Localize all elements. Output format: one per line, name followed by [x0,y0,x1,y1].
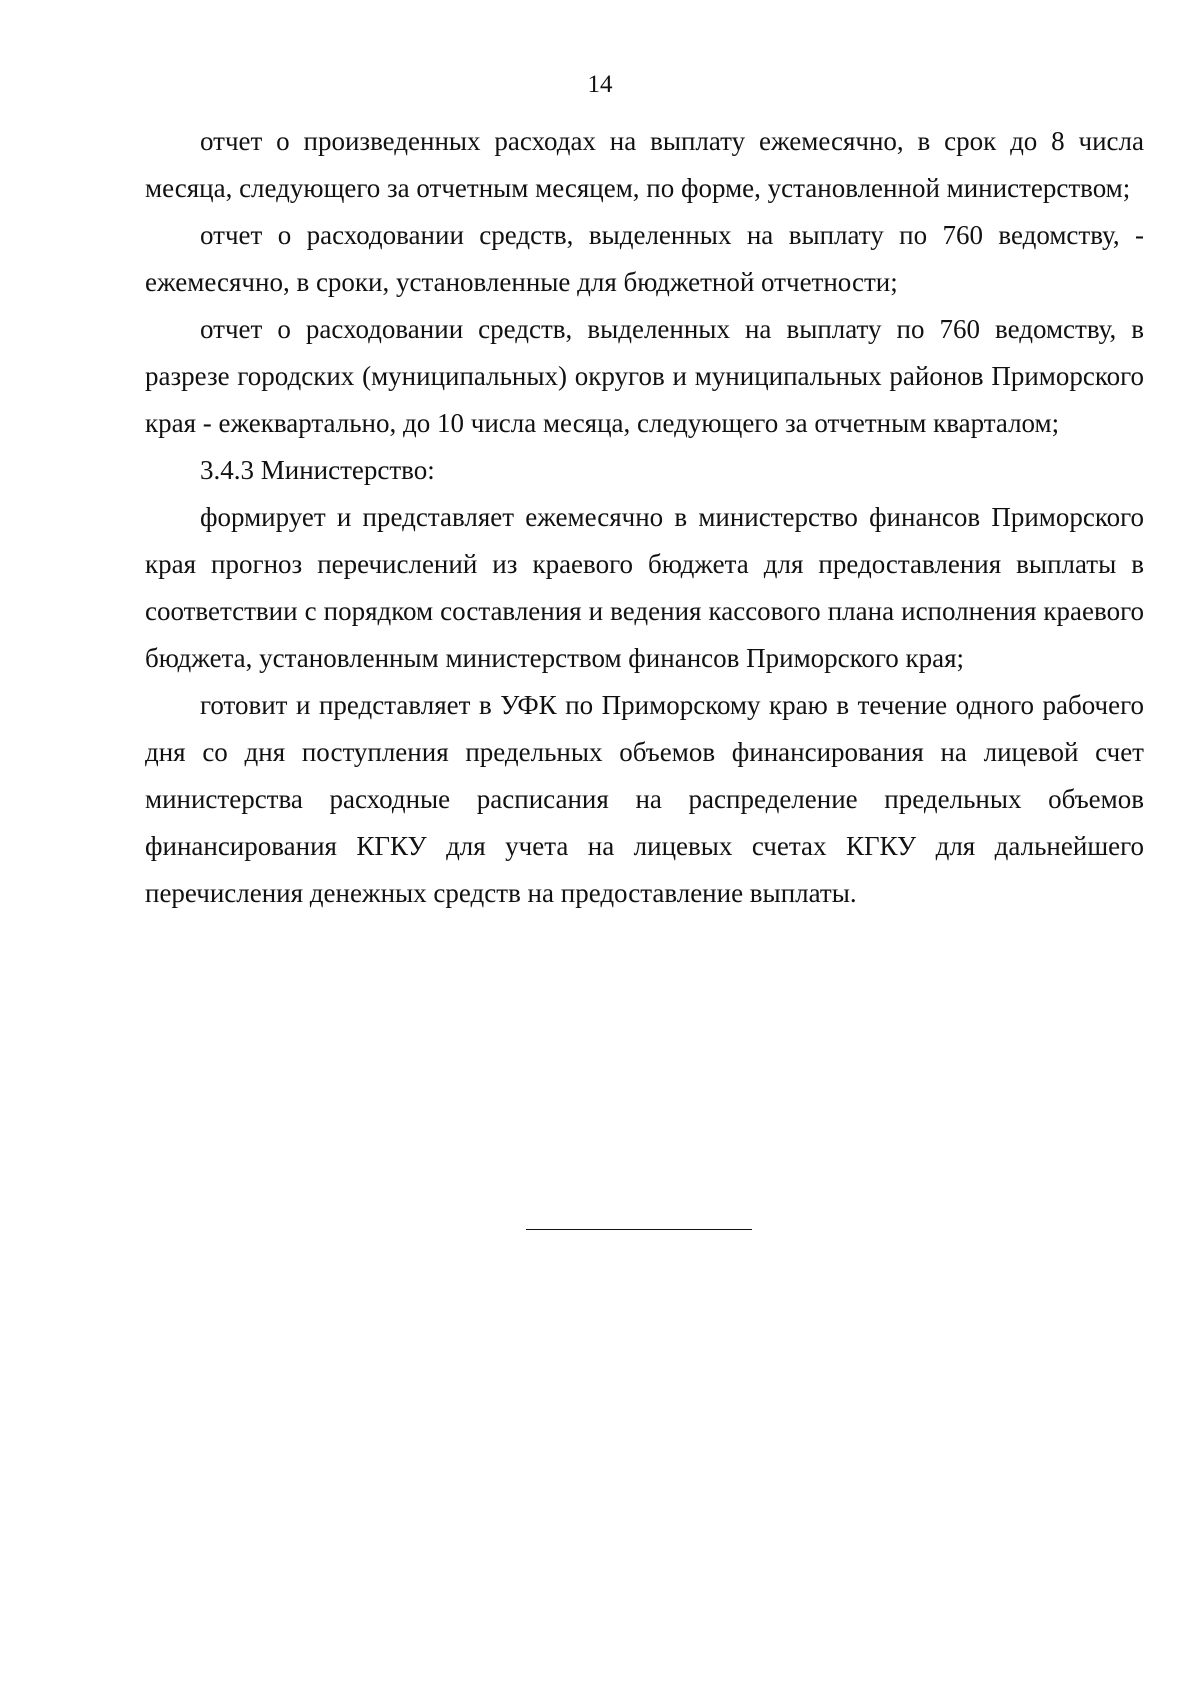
document-body [145,118,1144,917]
section-heading-3-4-3: 3.4.3 Министерство: [200,455,435,485]
end-of-document-line [526,1229,752,1230]
page-number: 14 [587,71,613,98]
paragraph-forecast: формирует и представляет ежемесячно в министерство финансов Приморского края прогноз перечислений из краевого бюджета для предоставления выплаты в соответствии с порядком составления и ведения кассового плана исполнения краевого бюджета, установленным министерством финансов Приморского края; [145,502,1144,673]
paragraph-expense-schedules: готовит и представляет в УФК по Приморскому краю в течение одного рабочего дня со дня поступления предельных объемов финансирования на лицевой счет министерства расходные расписания на распределение предельных объемов финансирования КГКУ для учета на лицевых счетах КГКУ для дальнейшего перечисления денежных средств на предоставление выплаты. [145,690,1144,908]
paragraph-monthly-spending-report: отчет о расходовании средств, выделенных на выплату по 760 ведомству, - ежемесячно, в сроки, установленные для бюджетной отчетности; [145,220,1144,297]
paragraph-quarterly-spending-report: отчет о расходовании средств, выделенных на выплату по 760 ведомству, в разрезе городских (муниципальных) округов и муниципальных районов Приморского края - ежеквартально, до 10 числа месяца, следующего за отчетным кварталом; [145,314,1144,438]
paragraph-expense-report: отчет о произведенных расходах на выплату ежемесячно, в срок до 8 числа месяца, следующего за отчетным месяцем, по форме, установленной министерством; [145,126,1144,203]
